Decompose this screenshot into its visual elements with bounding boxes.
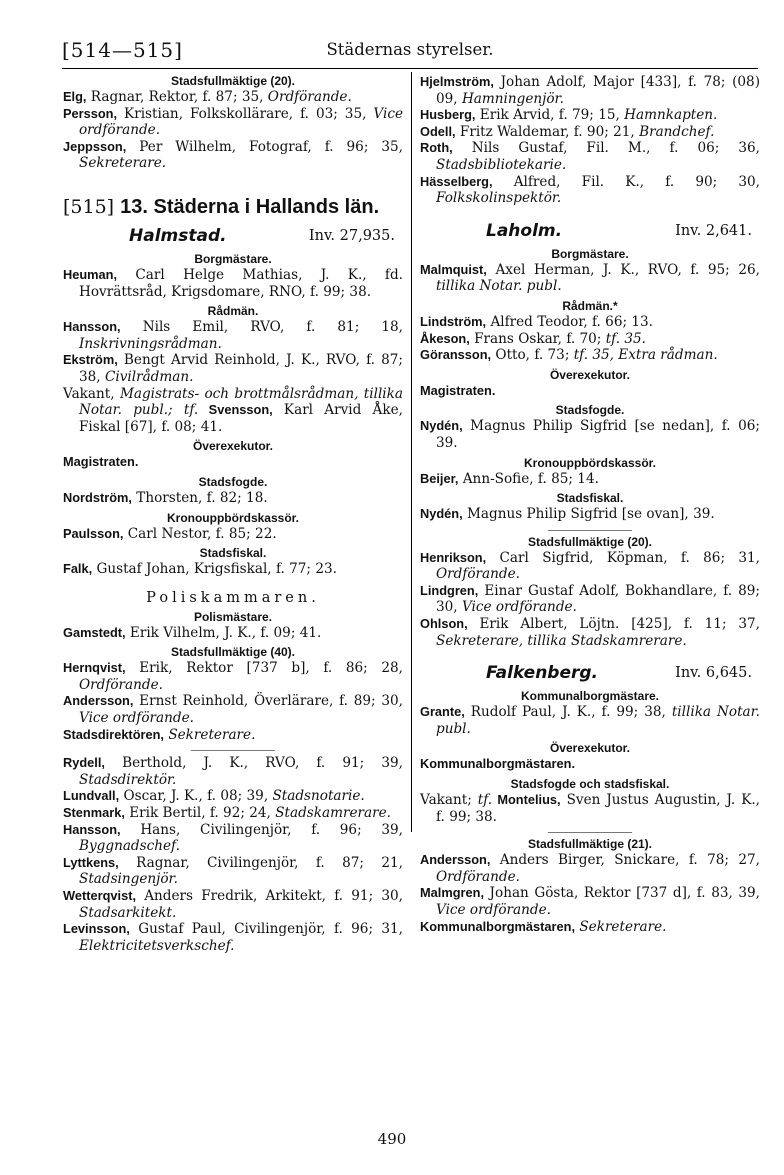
- entry-text: Gustaf Paul, Civilingenjör, f. 96; 31,: [129, 921, 403, 938]
- entry: [420, 756, 760, 773]
- entry-role: Sekreterare.: [579, 918, 667, 935]
- entry-name: Hansson,: [63, 319, 121, 335]
- entry-role: Brandchef.: [639, 123, 715, 140]
- police-chamber-heading: Poliskammaren.: [146, 589, 320, 606]
- entry-role: Folkskolinspektör.: [436, 190, 562, 207]
- entry-role: Inskrivningsrådman.: [79, 335, 222, 352]
- city-name: Halmstad.: [129, 225, 227, 246]
- entry-role: Stadskamrerare.: [275, 805, 392, 822]
- entry: [63, 660, 403, 693]
- entry: [420, 616, 760, 649]
- running-title: Städernas styrelser.: [326, 40, 494, 59]
- entry: [63, 106, 403, 139]
- entry: [420, 885, 760, 918]
- entry: [420, 471, 760, 488]
- entry-name: Falk,: [63, 561, 93, 577]
- city-name: Laholm.: [486, 220, 563, 241]
- entry-name: Magistraten.: [420, 382, 496, 398]
- entry-name: Malmgren,: [420, 885, 484, 901]
- entry-text: Johan Gösta, Rektor [737 d], f. 83, 39,: [484, 885, 760, 902]
- chapter-title: 13. Städerna i Hallands län.: [120, 195, 380, 218]
- entry-role: Hamnkapten.: [624, 107, 718, 124]
- entry-list: [63, 490, 403, 507]
- chapter-ref: [515]: [63, 195, 115, 218]
- separator: [548, 832, 632, 833]
- entry-text: Erik Arvid, f. 79; 15,: [475, 107, 625, 124]
- entry-name: Kommunalborgmästaren.: [420, 756, 576, 772]
- entry-role: tillika Notar. publ.: [436, 278, 562, 295]
- city-inhabitants: Inv. 2,641.: [675, 222, 752, 239]
- section-heading: Kronouppbördskassör.: [523, 455, 657, 470]
- entry-role: Sekreterare, tillika Stadskamrerare.: [436, 632, 687, 649]
- entry-name: Andersson,: [63, 693, 134, 709]
- page-range: [514—515]: [62, 38, 183, 62]
- entry: [420, 506, 760, 523]
- section-heading: Kronouppbördskassör.: [166, 510, 300, 525]
- entry: [63, 267, 403, 300]
- city-heading: [420, 221, 760, 243]
- entry-text: Alfred, Fil. K., f. 90; 30,: [492, 173, 760, 190]
- city-name: Falkenberg.: [486, 663, 599, 684]
- entry-name: Jeppsson,: [63, 138, 127, 154]
- entry-role: Vice ordförande.: [79, 710, 194, 727]
- entry: [63, 490, 403, 507]
- entry-text: Vakant;: [420, 792, 478, 809]
- entry-role: Sekreterare.: [79, 155, 167, 172]
- header-rule: [62, 68, 758, 69]
- entry-list: [63, 561, 403, 578]
- entry-name: Montelius,: [492, 792, 561, 808]
- entry-name: Husberg,: [420, 107, 476, 123]
- entry: [63, 805, 403, 822]
- entry: [63, 855, 403, 888]
- entry-name: Roth,: [420, 140, 453, 156]
- entry-text: Anders Fredrik, Arkitekt, f. 91; 30,: [136, 888, 403, 904]
- entry-role: tf. 35, Extra rådman.: [573, 347, 718, 364]
- entry-text: Gustaf Johan, Krigsfiskal, f. 77; 23.: [92, 561, 337, 578]
- entry-text: Johan Adolf, Major [433], f. 78; (08) 09,: [436, 74, 760, 107]
- entry-role: Ordförande.: [267, 89, 352, 105]
- entry-name: Henrikson,: [420, 549, 487, 565]
- entry: [420, 919, 760, 936]
- entry-list: [63, 625, 403, 642]
- vakant-entry: [63, 386, 403, 436]
- entry-name: Wetterqvist,: [63, 888, 137, 903]
- entry-text: Karl Arvid Åke, Fiskal [67], f. 08; 41.: [79, 402, 403, 435]
- entry: [420, 331, 760, 348]
- entry-text: Anders Birger, Snickare, f. 78; 27,: [490, 852, 760, 869]
- entry-text: Bengt Arvid Reinhold, J. K., RVO, f. 87; 38,: [79, 352, 403, 385]
- entry-list: [63, 267, 403, 300]
- entry-name: Levinsson,: [63, 921, 130, 937]
- entry-list: [420, 550, 760, 650]
- entry-text: Berthold, J. K., RVO, f. 91; 39,: [104, 755, 403, 772]
- entry-role: Ordförande.: [436, 868, 520, 885]
- entry-text: Otto, f. 73;: [491, 347, 574, 364]
- entry-list: [63, 755, 403, 954]
- entry: [420, 124, 760, 141]
- chapter-heading: [63, 194, 403, 220]
- separator: [191, 750, 275, 751]
- entry-role: Stadsarkitekt.: [79, 904, 177, 921]
- section-heading: Stadsfullmäktige (40).: [170, 645, 296, 660]
- column-divider: [411, 72, 412, 832]
- section-heading: Stadsfiskal.: [556, 491, 624, 506]
- page-number: 490: [377, 1130, 407, 1148]
- entry-name: Lindgren,: [420, 582, 479, 598]
- entry-name: Grante,: [420, 704, 465, 720]
- entry: [63, 625, 403, 642]
- entry-name: Göransson,: [420, 347, 492, 363]
- entry-name: Stadsdirektören,: [63, 726, 164, 742]
- entry-text: Erik Vilhelm, J. K., f. 09; 41.: [125, 624, 322, 641]
- entry-text: Nils Emil, RVO, f. 81; 18,: [120, 319, 403, 336]
- entry-text: Erik Bertil, f. 92; 24,: [124, 805, 276, 822]
- entry: [420, 704, 760, 737]
- entry-role: Stadsnotarie.: [272, 788, 365, 805]
- entry-name: Rydell,: [63, 755, 105, 771]
- entry-name: Svensson,: [198, 402, 273, 418]
- entry-name: Nydén,: [420, 418, 463, 434]
- entry-list: [420, 74, 760, 207]
- entry-text: Oscar, J. K., f. 08; 39,: [119, 788, 273, 805]
- entry-text: Sven Justus Augustin, J. K., f. 99; 38.: [436, 792, 760, 825]
- entry-text: Ragnar, Rektor, f. 87; 35,: [86, 89, 268, 105]
- entry: [63, 921, 403, 954]
- entry-name: Malmquist,: [420, 261, 487, 277]
- entry: [63, 788, 403, 805]
- entry-text: Erik Albert, Löjtn. [425], f. 11; 37,: [467, 616, 760, 633]
- section-heading: Borgmästare.: [194, 251, 272, 266]
- entry: [63, 352, 403, 385]
- section-heading: Stadsfiskal.: [199, 546, 267, 561]
- entry: [63, 693, 403, 726]
- entry-role: Hamningenjör.: [461, 90, 564, 107]
- entry-text: Carl Nestor, f. 85; 22.: [123, 525, 277, 542]
- entry: [420, 314, 760, 331]
- entry-name: Åkeson,: [420, 330, 470, 346]
- city-inhabitants: Inv. 27,935.: [308, 227, 395, 244]
- entry-name: Hansson,: [63, 821, 121, 837]
- entry-name: Nordström,: [63, 489, 132, 505]
- entry-text: Kristian, Folkskollärare, f. 03; 35,: [117, 105, 374, 122]
- vakant-entry: [420, 792, 760, 825]
- entry-name: Hjelmström,: [420, 74, 494, 89]
- entry-text: Ernst Reinhold, Överlärare, f. 89; 30,: [133, 693, 403, 710]
- entry-name: Hässelberg,: [420, 173, 493, 189]
- entry-role: tillika Notar. publ.: [436, 704, 760, 737]
- entry-role: Vice ordförande.: [79, 105, 403, 139]
- entry-list: [420, 506, 760, 523]
- entry-text: Nils Gustaf, Fil. M., f. 06; 36,: [452, 140, 760, 157]
- entry-text: Hans, Civilingenjör, f. 96; 39,: [120, 821, 403, 838]
- entry-role: Stadsdirektör.: [79, 771, 177, 788]
- entry-text: Magnus Philip Sigfrid [se ovan], 39.: [462, 506, 715, 523]
- entry-role: Ordförande.: [79, 676, 163, 693]
- entry-list: [63, 526, 403, 543]
- entry: [420, 107, 760, 124]
- section-heading: Rådmän.: [207, 304, 259, 319]
- separator: [548, 530, 632, 531]
- entry: [420, 550, 760, 583]
- section-heading: Stadsfullmäktige (21).: [527, 837, 653, 852]
- entry-name: Paulsson,: [63, 525, 124, 541]
- entry: [420, 852, 760, 885]
- section-heading: Kommunalborgmästare.: [520, 689, 660, 704]
- entry: [420, 347, 760, 364]
- entry-name: Gamstedt,: [63, 624, 126, 640]
- entry-name: Nydén,: [420, 506, 463, 522]
- entry-text: Fritz Waldemar, f. 90; 21,: [455, 123, 640, 140]
- entry: [63, 139, 403, 172]
- section-heading: Överexekutor.: [192, 439, 274, 454]
- section-heading: Stadsfogde.: [198, 474, 268, 489]
- entry-text: Erik, Rektor [737 b], f. 86; 28,: [125, 660, 403, 677]
- entry-role: Magistrats- och brottmålsrådman, tillika Notar. publ.; tf.: [79, 385, 403, 419]
- entry-list: [63, 89, 403, 172]
- entry-name: Heuman,: [63, 266, 118, 282]
- entry-text: Frans Oskar, f. 70;: [469, 330, 606, 347]
- entry: [420, 583, 760, 616]
- entry-name: Lundvall,: [63, 788, 120, 804]
- section-heading: Polismästare.: [193, 609, 273, 624]
- right-column: [420, 74, 760, 935]
- section-heading: Rådmän.*: [562, 298, 618, 313]
- entry: [63, 561, 403, 578]
- entry-text: Ragnar, Civilingenjör, f. 87; 21,: [118, 854, 403, 871]
- entry-name: Ekström,: [63, 352, 118, 368]
- entry-list: [420, 471, 760, 488]
- entry: [63, 319, 403, 352]
- entry-role: Ordförande.: [436, 566, 520, 583]
- section-heading: Stadsfogde och stadsfiskal.: [510, 777, 670, 792]
- city-inhabitants: Inv. 6,645.: [675, 665, 752, 682]
- entry: [420, 140, 760, 173]
- entry-role: Vice ordförande.: [436, 902, 551, 918]
- entry-list: [420, 314, 760, 364]
- entry-list: [420, 852, 760, 935]
- entry: [420, 418, 760, 451]
- entry: [420, 74, 760, 107]
- entry-role: Vice ordförande.: [461, 599, 577, 616]
- entry-role: tf. 35.: [605, 330, 646, 347]
- entry: [420, 262, 760, 295]
- entry-text: Magnus Philip Sigfrid [se nedan], f. 06; 39.: [436, 418, 760, 451]
- city-heading: [420, 663, 760, 685]
- entry-name: Lyttkens,: [63, 854, 119, 870]
- entry-text: Carl Sigfrid, Köpman, f. 86; 31,: [486, 549, 760, 566]
- entry-text: Alfred Teodor, f. 66; 13.: [486, 313, 653, 330]
- entry-name: Ohlson,: [420, 616, 468, 632]
- entry-text: Per Wilhelm, Fotograf, f. 96; 35,: [126, 138, 403, 155]
- entry-name: Stenmark,: [63, 805, 125, 821]
- entry: [63, 454, 403, 471]
- entry-text: Axel Herman, J. K., RVO, f. 95; 26,: [486, 261, 760, 278]
- entry-list: [63, 660, 403, 743]
- entry-name: Andersson,: [420, 852, 491, 868]
- entry-role: Stadsingenjör.: [79, 871, 178, 888]
- entry-role: Civilrådman.: [104, 368, 194, 385]
- entry-list: [420, 704, 760, 737]
- section-heading: Stadsfullmäktige (20).: [527, 534, 653, 549]
- city-heading: [63, 226, 403, 248]
- section-heading: Borgmästare.: [551, 246, 629, 261]
- entry: [63, 727, 403, 744]
- entry-name: Magistraten.: [63, 454, 139, 470]
- section-heading: Stadsfogde.: [555, 403, 625, 418]
- section-heading: Överexekutor.: [549, 741, 631, 756]
- left-column: [63, 74, 403, 954]
- entry: [63, 822, 403, 855]
- entry-name: Odell,: [420, 123, 456, 139]
- section-heading: Stadsfullmäktige (20).: [170, 74, 296, 88]
- entry-name: Persson,: [63, 105, 118, 121]
- entry-list: [420, 418, 760, 451]
- entry-role: tf.: [477, 792, 493, 809]
- entry-text: Rudolf Paul, J. K., f. 99; 38,: [464, 704, 672, 721]
- entry-name: Kommunalborgmästaren,: [420, 918, 576, 934]
- entry-name: Beijer,: [420, 470, 459, 486]
- entry-role: Elektricitetsverkschef.: [79, 937, 235, 954]
- entry-list: [63, 319, 403, 385]
- entry-role: Stadsbibliotekarie.: [436, 156, 567, 173]
- entry: [63, 89, 403, 106]
- entry: [63, 526, 403, 543]
- entry-role: Byggnadschef.: [79, 838, 180, 855]
- entry: [63, 755, 403, 788]
- entry-text: Vakant,: [63, 385, 120, 402]
- section-heading: Överexekutor.: [549, 367, 631, 382]
- entry-name: Hernqvist,: [63, 660, 126, 676]
- entry-text: Einar Gustaf Adolf, Bokhandlare, f. 89; 30,: [436, 582, 760, 616]
- entry: [420, 383, 760, 400]
- entry-name: Lindström,: [420, 313, 487, 329]
- entry-text: Ann-Sofie, f. 85; 14.: [458, 470, 599, 487]
- page-header: [62, 38, 758, 66]
- entry-role: Sekreterare.: [168, 726, 256, 743]
- entry-text: Thorsten, f. 82; 18.: [131, 489, 268, 506]
- entry-name: Elg,: [63, 89, 87, 104]
- entry-text: Carl Helge Mathias, J. K., fd. Hovrättsråd, Krigsdomare, RNO, f. 99; 38.: [79, 266, 403, 300]
- entry: [420, 174, 760, 207]
- entry-list: [420, 262, 760, 295]
- entry: [63, 888, 403, 921]
